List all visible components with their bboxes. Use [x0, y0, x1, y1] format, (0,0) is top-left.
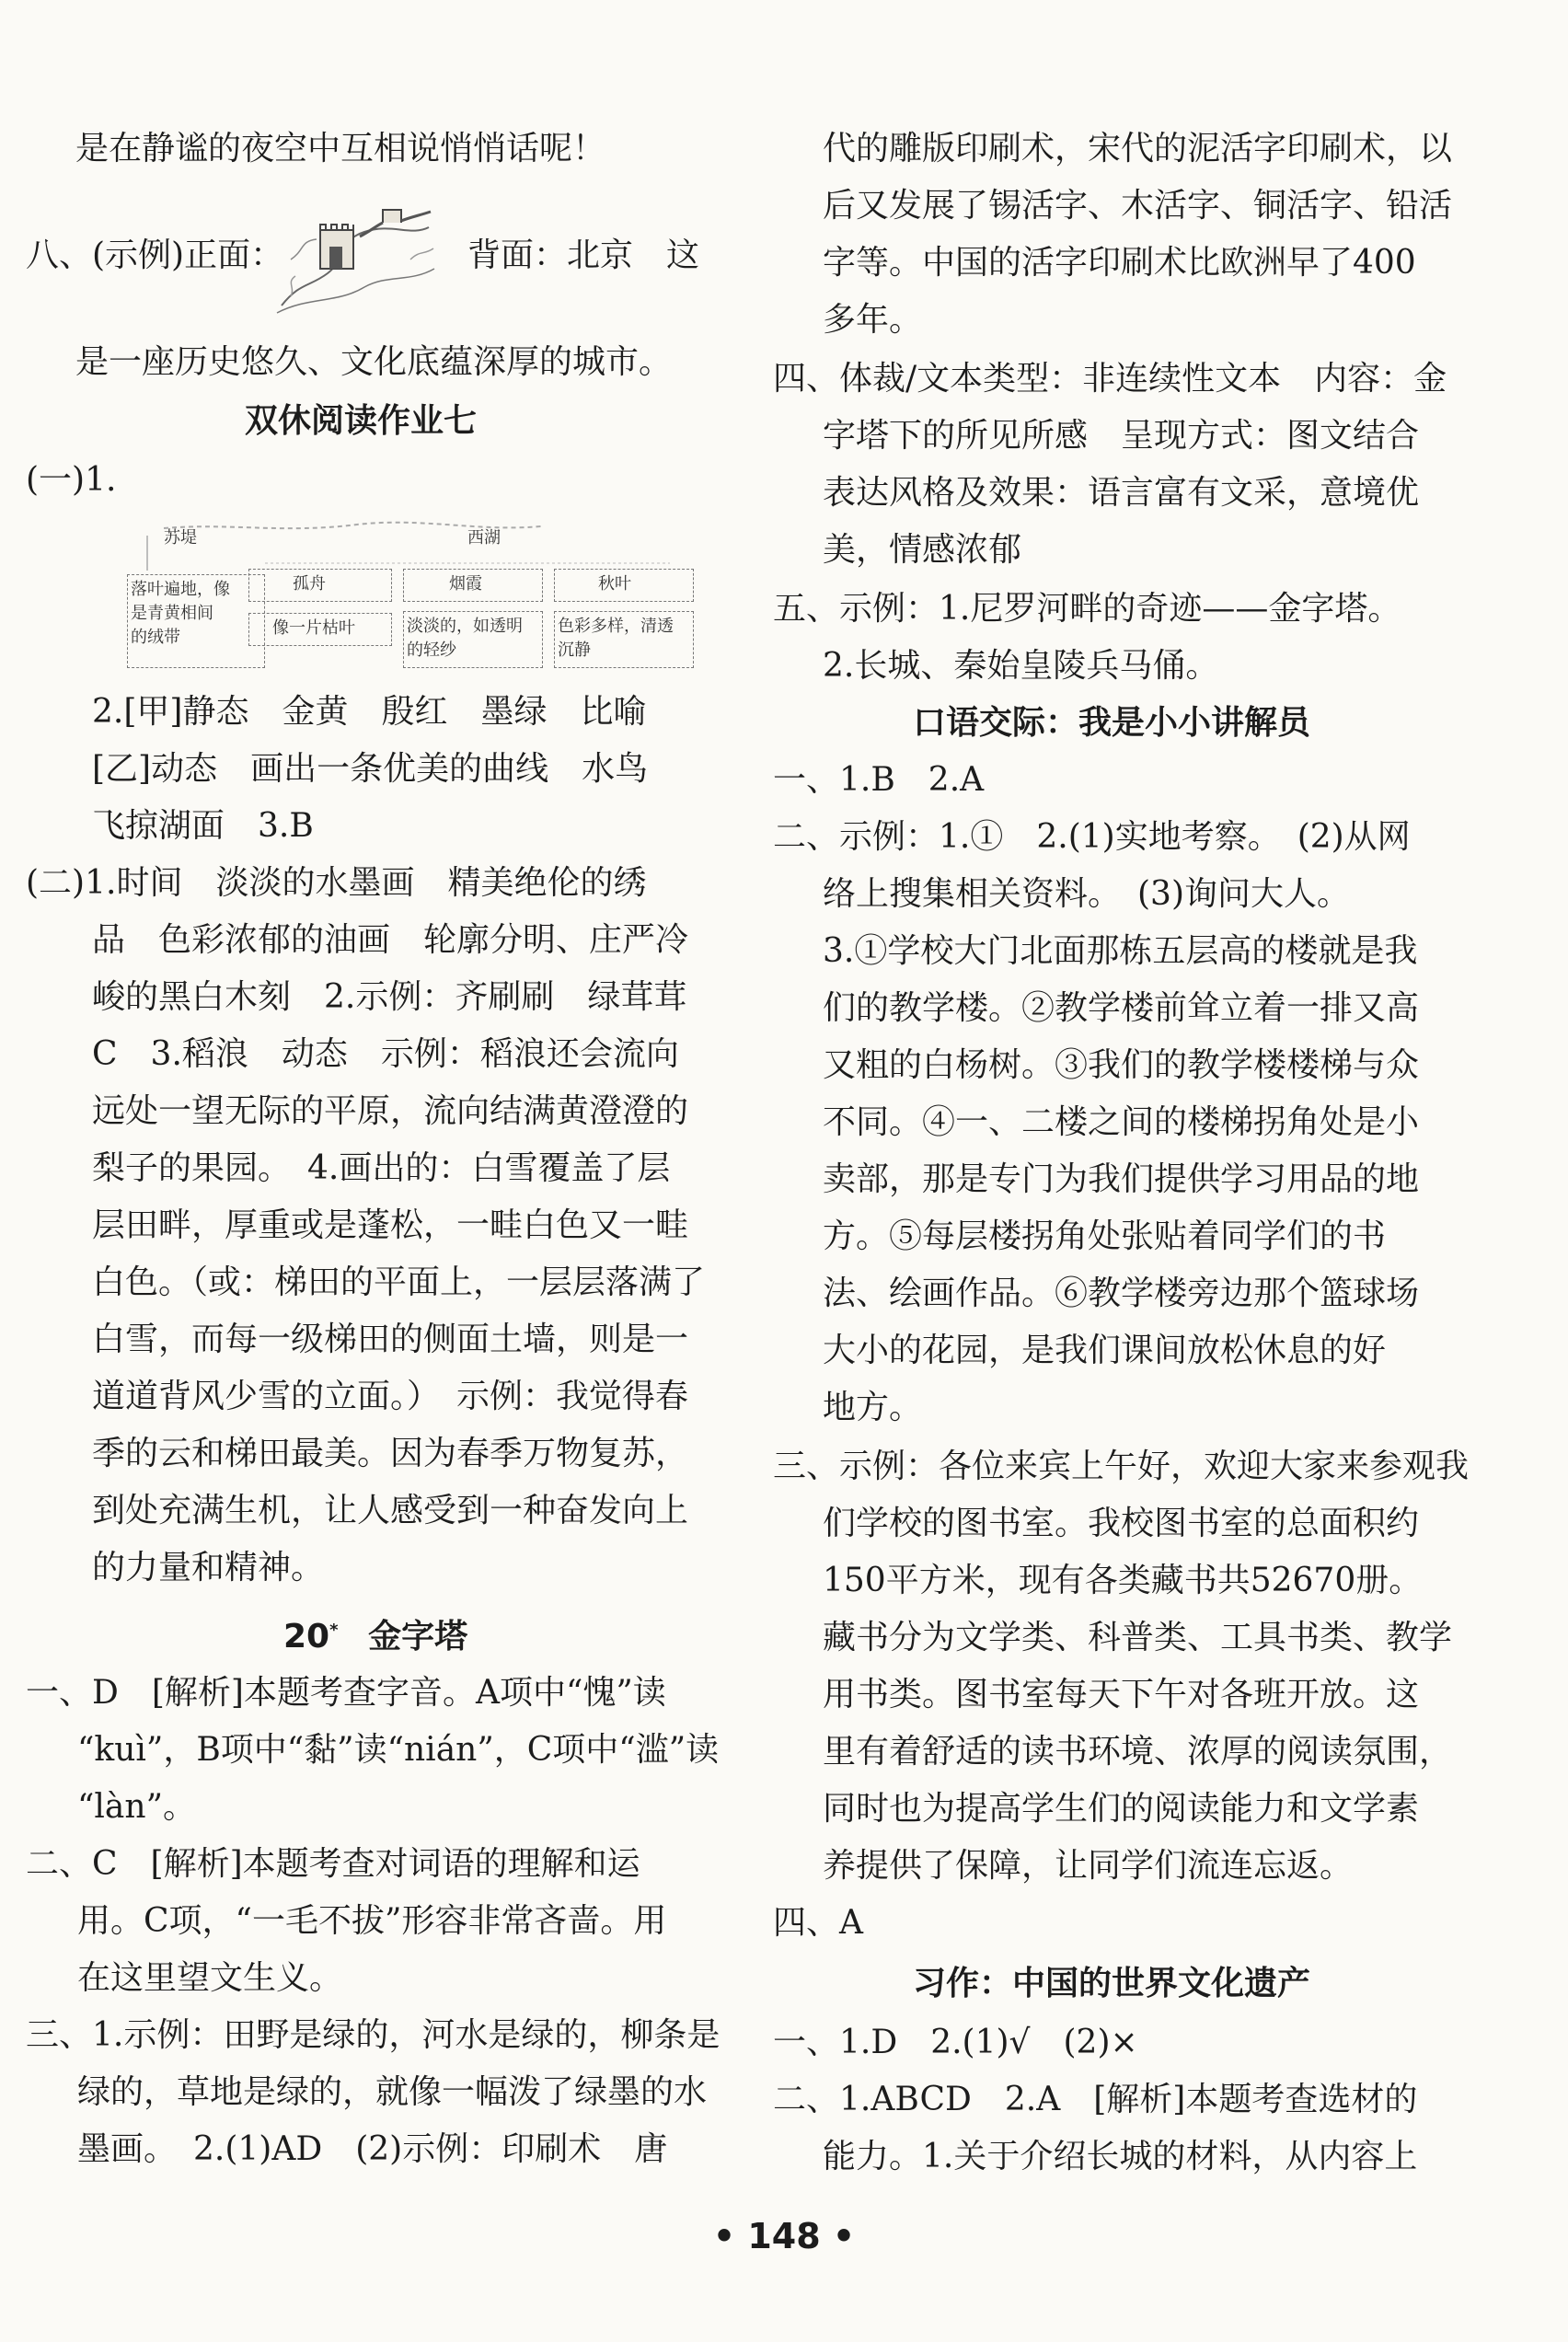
text-line: 同时也为提高学生们的阅读能力和文学素	[823, 1790, 1420, 1828]
text-line: 五、示例：1.尼罗河畔的奇迹——金字塔。	[773, 590, 1401, 628]
mind-map-label: 像一片枯叶	[272, 618, 355, 638]
text-line: “kuì”，B项中“黏”读“nián”，C项中“滥”读	[77, 1731, 720, 1769]
text-line: (二)1.时间 淡淡的水墨画 精美绝伦的绣	[26, 864, 647, 902]
text-line: [乙]动态 画出一条优美的曲线 水鸟	[92, 750, 649, 788]
mind-map-label: 烟霞	[449, 574, 482, 594]
text-line: 卖部，那是专门为我们提供学习用品的地	[823, 1160, 1420, 1198]
text-line: 的力量和精神。	[92, 1549, 325, 1586]
section-heading: 习作：中国的世界文化遗产	[913, 1965, 1311, 2002]
text-line: 150平方米，现有各类藏书共52670册。	[823, 1562, 1423, 1599]
mind-map-label: 苏堤	[164, 528, 197, 548]
text-line: 美，情感浓郁	[823, 531, 1022, 569]
text-line: 一、D [解析]本题考查字音。A项中“愧”读	[26, 1674, 666, 1712]
text-line: 是一座历史悠久、文化底蕴深厚的城市。	[75, 343, 673, 381]
great-wall-icon	[272, 195, 436, 317]
mind-map-label: 是青黄相间	[131, 604, 213, 623]
text-line: 品 色彩浓郁的油画 轮廓分明、庄严冷	[92, 921, 689, 959]
text-line: 峻的黑白木刻 2.示例：齐刷刷 绿茸茸	[92, 978, 687, 1016]
text-line: C 3.稻浪 动态 示例：稻浪还会流向	[92, 1035, 679, 1073]
text-line: 三、示例：各位来宾上午好，欢迎大家来参观我	[773, 1448, 1470, 1485]
section-heading	[283, 1610, 467, 1657]
text-line: 一、1.D 2.(1)√ (2)×	[773, 2024, 1138, 2061]
text-line: 层田畔，厚重或是蓬松，一畦白色又一畦	[92, 1206, 689, 1244]
text-line: 白色。（或：梯田的平面上，一层层落满了	[92, 1263, 706, 1301]
text-line: 2.长城、秦始皇陵兵马俑。	[823, 647, 1219, 685]
text-line: 2.[甲]静态 金黄 殷红 墨绿 比喻	[92, 693, 647, 731]
mind-map-label: 秋叶	[598, 574, 631, 594]
text-line: 季的云和梯田最美。因为春季万物复苏，	[92, 1435, 689, 1472]
text-line: 能力。1.关于介绍长城的材料，从内容上	[823, 2138, 1418, 2175]
mind-map-label: 的绒带	[131, 628, 180, 647]
text-line: 不同。④一、二楼之间的楼梯拐角处是小	[823, 1103, 1420, 1141]
text-line: 一、1.B 2.A	[773, 761, 985, 799]
mind-map-label: 孤舟	[293, 574, 326, 594]
mind-map-label: 落叶遍地，像	[131, 580, 230, 599]
text-line: 表达风格及效果：语言富有文采，意境优	[823, 474, 1420, 512]
text-line: 们的教学楼。②教学楼前耸立着一排又高	[823, 989, 1420, 1027]
text-line: 白雪，而每一级梯田的侧面土墙，则是一	[92, 1321, 689, 1358]
text-line: 络上搜集相关资料。 (3)询问大人。	[823, 875, 1350, 913]
mind-map-label: 色彩多样，清透	[558, 617, 674, 636]
section-heading: 口语交际：我是小小讲解员	[913, 704, 1311, 742]
text-line: 3.①学校大门北面那栋五层高的楼就是我	[823, 932, 1418, 970]
text-line: 法、绘画作品。⑥教学楼旁边那个篮球场	[823, 1275, 1420, 1312]
text-line: 二、示例：1.① 2.(1)实地考察。 (2)从网	[773, 818, 1411, 856]
text-line: 三、1.示例：田野是绿的，河水是绿的，柳条是	[26, 2016, 721, 2054]
text-line: 里有着舒适的读书环境、浓厚的阅读氛围，	[823, 1733, 1453, 1771]
text-line: 四、A	[773, 1904, 863, 1942]
mind-map-label: 淡淡的，如透明	[407, 617, 523, 636]
text-line: 方。⑤每层楼拐角处张贴着同学们的书	[823, 1217, 1387, 1255]
text-line: 背面：北京 这	[467, 237, 700, 274]
text-line: 道道背风少雪的立面。） 示例：我觉得春	[92, 1378, 689, 1415]
text-line: 地方。	[823, 1389, 923, 1426]
page-number: • 148 •	[712, 2216, 856, 2256]
text-line: 养提供了保障，让同学们流连忘返。	[823, 1847, 1354, 1885]
text-line: 八、(示例)正面：	[26, 237, 284, 274]
text-line: 代的雕版印刷术，宋代的泥活字印刷术，以	[823, 130, 1453, 167]
text-line: “làn”。	[77, 1788, 196, 1826]
text-line: 二、C [解析]本题考查对词语的理解和运	[26, 1845, 640, 1883]
text-line: 用书类。图书室每天下午对各班开放。这	[823, 1676, 1420, 1713]
text-line: 字塔下的所见所感 呈现方式：图文结合	[823, 417, 1420, 455]
text-line: 是在静谧的夜空中互相说悄悄话呢！	[75, 130, 606, 167]
text-line: 多年。	[823, 301, 923, 339]
text-line: 后又发展了锡活字、木活字、铜活字、铅活	[823, 187, 1453, 225]
mind-map-label: 的轻纱	[407, 640, 456, 660]
text-line: 到处充满生机，让人感受到一种奋发向上	[92, 1492, 689, 1529]
text-line: 用。C项，“一毛不拔”形容非常吝啬。用	[77, 1902, 667, 1940]
text-line: 们学校的图书室。我校图书室的总面积约	[823, 1505, 1420, 1542]
text-line: 飞掠湖面 3.B	[92, 807, 314, 845]
text-line: 远处一望无际的平原，流向结满黄澄澄的	[92, 1092, 689, 1130]
text-line: 二、1.ABCD 2.A [解析]本题考查选材的	[773, 2081, 1418, 2118]
mind-map-label: 西湖	[467, 528, 501, 548]
text-line: 字等。中国的活字印刷术比欧洲早了400	[823, 244, 1416, 282]
section-heading: 双休阅读作业七	[245, 402, 478, 440]
text-line: 藏书分为文学类、科普类、工具书类、教学	[823, 1619, 1453, 1656]
text-line: 绿的，草地是绿的，就像一幅泼了绿墨的水	[77, 2073, 708, 2111]
text-line: 在这里望文生义。	[77, 1959, 343, 1997]
text-line: 大小的花园，是我们课间放松休息的好	[823, 1332, 1387, 1369]
text-line: 四、体裁/文本类型：非连续性文本 内容：金	[773, 360, 1447, 398]
text-line: 墨画。 2.(1)AD (2)示例：印刷术 唐	[77, 2130, 668, 2168]
lesson-number: 20	[283, 1618, 330, 1656]
text-line: 又粗的白杨树。③我们的教学楼楼梯与众	[823, 1046, 1420, 1084]
lesson-mark: *	[329, 1621, 339, 1640]
text-line: (一)1.	[26, 461, 117, 499]
mind-map-label: 沉静	[558, 640, 591, 660]
text-line: 梨子的果园。 4.画出的：白雪覆盖了层	[92, 1149, 671, 1187]
mind-map-figure	[118, 515, 725, 672]
lesson-title: 金字塔	[368, 1618, 468, 1656]
